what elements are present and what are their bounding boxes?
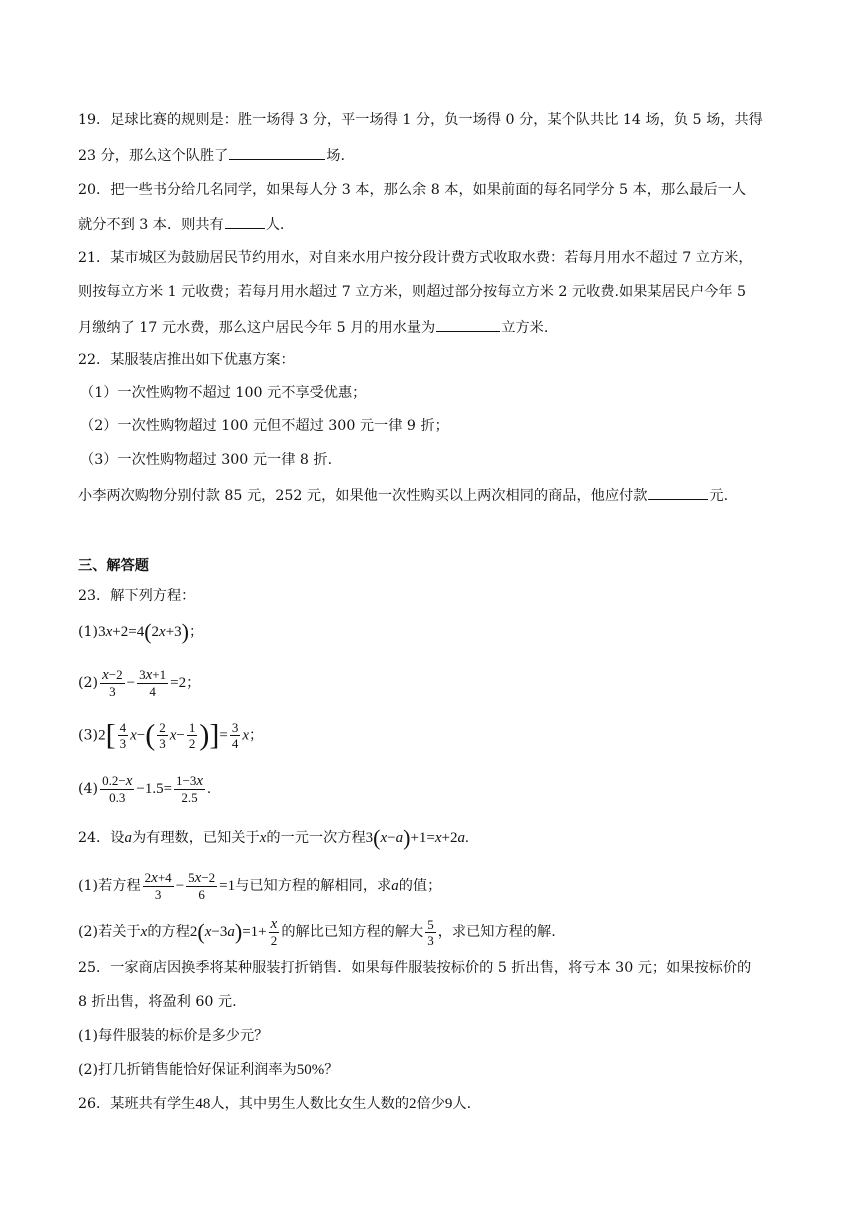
q22-last-line [78, 484, 728, 506]
q20-text-b: 人. [265, 217, 285, 233]
q23-label-4: (4) [78, 781, 99, 797]
q19-line2 [78, 144, 345, 166]
q24-p2-text-a: (2)若关于 [78, 924, 141, 940]
q25-part-2 [78, 1060, 338, 1080]
q26-num-less: 9 [444, 1096, 453, 1112]
q25-line2: 8 折出售，将盈利 60 元. [78, 994, 237, 1010]
q25-p2-rate: 50% [296, 1062, 325, 1078]
q20-text-a: 就分不到 3 本．则共有 [78, 217, 224, 233]
section-heading: 三、解答题 [78, 558, 149, 574]
q23-equation-3: (3)2[ $\frac{4}{3}$ x−( $\frac{2}{3}$ x− $\frac{1}{2}$ )]= $\frac{3}{4}$ x； [78, 718, 264, 752]
q20-line1: 20．把一些书分给几名同学，如果每人分 3 本，那么余 8 本，如果前面的每名同学分 5 本，那么最后一人 [78, 182, 747, 198]
q22-answer-blank[interactable] [648, 484, 708, 500]
q21-line1: 21．某市城区为鼓励居民节约用水，对自来水用户按分段计费方式收取水费：若每月用水不超过 7 立方米， [78, 250, 753, 266]
q23-label-1: (1) [78, 624, 99, 640]
q22-text-a: 小李两次购物分别付款 85 元，252 元，如果他一次性购买以上两次相同的商品，他应付款 [78, 488, 648, 504]
q26-text-c: 人，其中男生人数比女生人数的 [210, 1096, 410, 1112]
q24-p2-text-d: ，求已知方程的解. [437, 924, 556, 940]
q21-answer-blank[interactable] [436, 316, 500, 332]
q22-option-1: （1）一次性购物不超过 100 元不享受优惠； [80, 385, 367, 401]
q25-part-1: (1)每件服装的标价是多少元？ [78, 1028, 269, 1044]
q19-text-a: 23 分，那么这个队胜了 [78, 148, 229, 164]
q24-part-1: (1)若方程 $\frac{2x+4}{3}$ − $\frac{5x-2}{6}$ =1与已知方程的解相同，求a的值； [78, 870, 442, 902]
q21-text-a: 月缴纳了 17 元水费，那么这户居民今年 5 月的用水量为 [78, 320, 436, 336]
q26-text-g: 人. [452, 1096, 472, 1112]
q23-title: 23．解下列方程： [78, 588, 196, 604]
q24-title: 24．设a为有理数，已知关于x的一元一次方程3(x−a)+1=x+2a. [78, 825, 469, 850]
q24-p1-text-b: 与已知方程的解相同，求 [235, 878, 392, 894]
q24-text-a: 24．设 [78, 830, 125, 846]
q21-line2: 则按每立方米 1 元收费；若每月用水超过 7 立方米，则超过部分按每立方米 2 元收费.如果某居民户今年 5 [78, 284, 747, 300]
q24-text-b: 为有理数，已知关于 [131, 830, 260, 846]
q26-num-times: 2 [409, 1096, 417, 1112]
q25-p2-text-a: (2)打几折销售能恰好保证利润率为 [78, 1062, 297, 1078]
q23-equation-2: (2) $\frac{x-2}{3}$ − $\frac{3x+1}{4}$ =2； [78, 667, 201, 699]
q24-p2-text-c: 的解比已知方程的解大 [281, 924, 424, 940]
q22-title: 22．某服装店推出如下优惠方案： [78, 352, 295, 368]
q21-text-b: 立方米. [501, 320, 549, 336]
q23-label-2: (2) [78, 675, 99, 691]
q24-text-c: 的一元一次方程 [266, 830, 366, 846]
q23-equation-4: (4) $\frac{0.2-x}{0.3}$ −1.5= $\frac{1-3x}{2.5}$ . [78, 773, 211, 805]
q26-num-students: 48 [195, 1096, 211, 1112]
q25-p2-text-c: ？ [324, 1062, 339, 1078]
q19-line1: 19．足球比赛的规则是：胜一场得 3 分，平一场得 1 分，负一场得 0 分，某个队共比 14 场，负 5 场，共得 [78, 112, 763, 128]
q19-text-b: 场. [326, 148, 345, 164]
q19-answer-blank[interactable] [229, 144, 325, 160]
q22-option-3: （3）一次性购物超过 300 元一律 8 折. [80, 452, 333, 468]
q24-p1-text-a: (1)若方程 [78, 878, 141, 894]
q24-p1-text-c: 的值； [398, 878, 442, 894]
q26-text-e: 倍少 [416, 1096, 445, 1112]
q22-option-2: （2）一次性购物超过 100 元但不超过 300 元一律 9 折； [80, 418, 449, 434]
q26-text-a: 26．某班共有学生 [78, 1096, 196, 1112]
q24-p2-text-b: 的方程 [147, 924, 190, 940]
q20-line2 [78, 213, 284, 235]
q25-line1: 25．一家商店因换季将某种服装打折销售．如果每件服装按标价的 5 折出售，将亏本 30 元；如果按标价的 [78, 960, 752, 976]
q21-line3 [78, 316, 548, 338]
q23-label-3: (3) [78, 727, 99, 744]
q22-text-b: 元. [709, 488, 729, 504]
q23-equation-1: (1)3x+2=4(2x+3)； [78, 619, 204, 644]
q24-part-2: (2)若关于x的方程2(x−3a)=1+ $\frac{x}{2}$ 的解比已知方程的解大 $\frac{5}{3}$ ，求已知方程的解. [78, 916, 556, 948]
q26-line1 [78, 1094, 471, 1114]
q20-answer-blank[interactable] [225, 213, 265, 229]
